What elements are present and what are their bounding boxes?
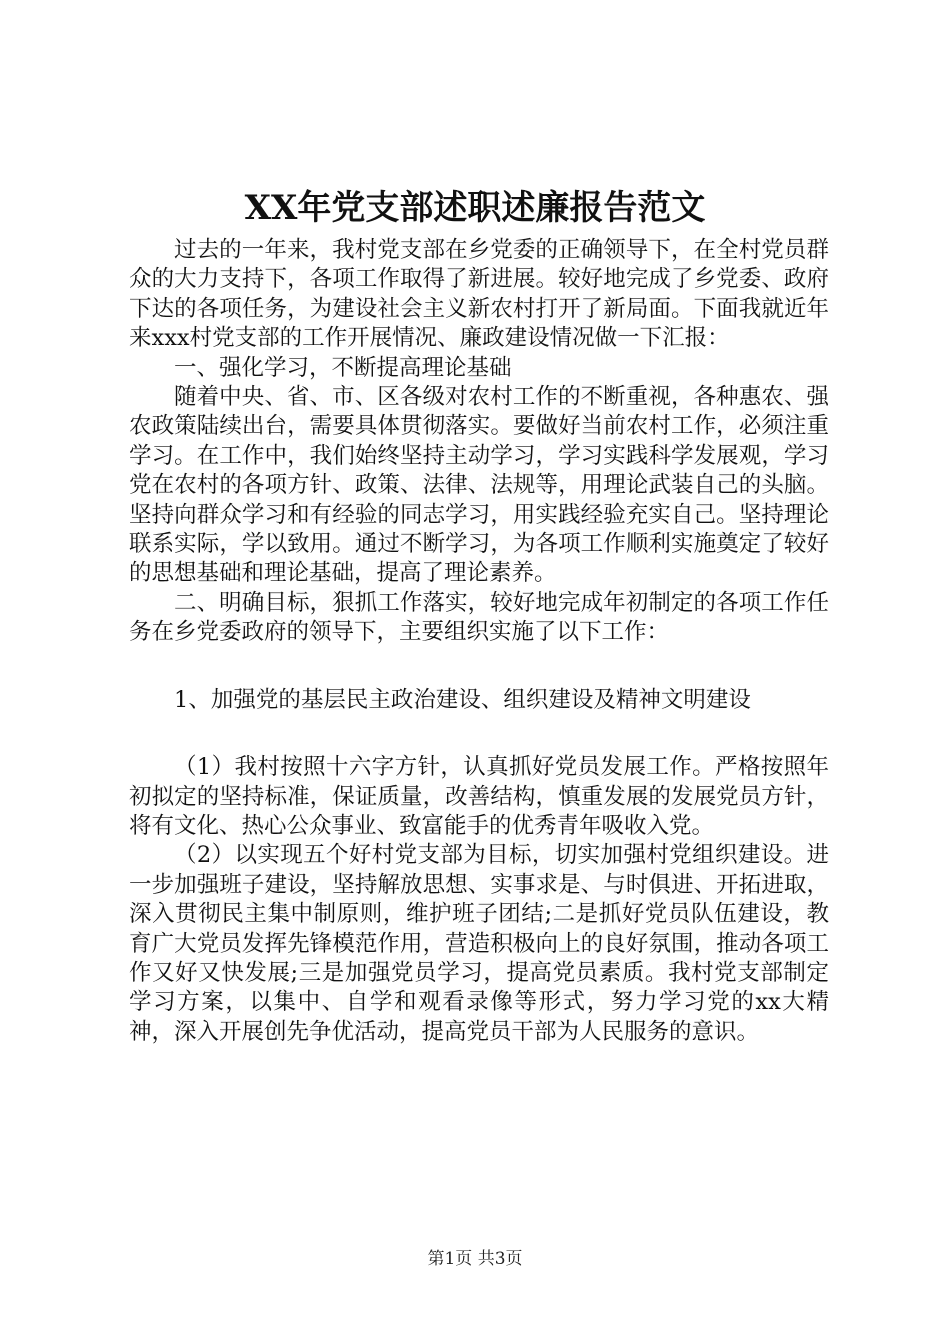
paragraph-item-2: （2）以实现五个好村党支部为目标，切实加强村党组织建设。进一步加强班子建设，坚持解放思想、实事求是、与时俱进、开拓进取，深入贯彻民主集中制原则，维护班子团结;二是抓好党员队伍建设，教育广大党员发挥先锋模范作用，营造积极向上的良好氛围，推动各项工作又好又快发展;三是加强党员学习，提高党员素质。我村党支部制定学习方案，以集中、自学和观看录像等形式，努力学习党的xx大精神，深入开展创先争优活动，提高党员干部为人民服务的意识。	[129, 842, 829, 1045]
paragraph-intro: 过去的一年来，我村党支部在乡党委的正确领导下，在全村党员群众的大力支持下，各项工作取得了新进展。较好地完成了乡党委、政府下达的各项任务，为建设社会主义新农村打开了新局面。下面我就近年来xxx村党支部的工作开展情况、廉政建设情况做一下汇报：	[129, 237, 829, 352]
document-body	[129, 236, 829, 1047]
page-number-footer: 第1页 共3页	[427, 1249, 523, 1269]
paragraph-item-1: （1）我村按照十六字方针，认真抓好党员发展工作。严格按照年初拟定的坚持标准，保证质量，改善结构，慎重发展的发展党员方针，将有文化、热心公众事业、致富能手的优秀青年吸收入党。	[129, 754, 829, 839]
section-heading-2: 二、明确目标，狠抓工作落实，较好地完成年初制定的各项工作任务在乡党委政府的领导下，主要组织实施了以下工作：	[129, 589, 829, 646]
paragraph-study: 随着中央、省、市、区各级对农村工作的不断重视，各种惠农、强农政策陆续出台，需要具体贯彻落实。要做好当前农村工作，必须注重学习。在工作中，我们始终坚持主动学习，学习实践科学发展观，学习党在农村的各项方针、政策、法律、法规等，用理论武装自己的头脑。坚持向群众学习和有经验的同志学习，用实践经验充实自己。坚持理论联系实际，学以致用。通过不断学习，为各项工作顺利实施奠定了较好的思想基础和理论基础，提高了理论素养。	[129, 384, 829, 587]
subsection-heading-1: 1、加强党的基层民主政治建设、组织建设及精神文明建设	[174, 686, 751, 713]
section-heading-1: 一、强化学习，不断提高理论基础	[174, 354, 512, 381]
document-title: XX年党支部述职述廉报告范文	[244, 188, 706, 228]
